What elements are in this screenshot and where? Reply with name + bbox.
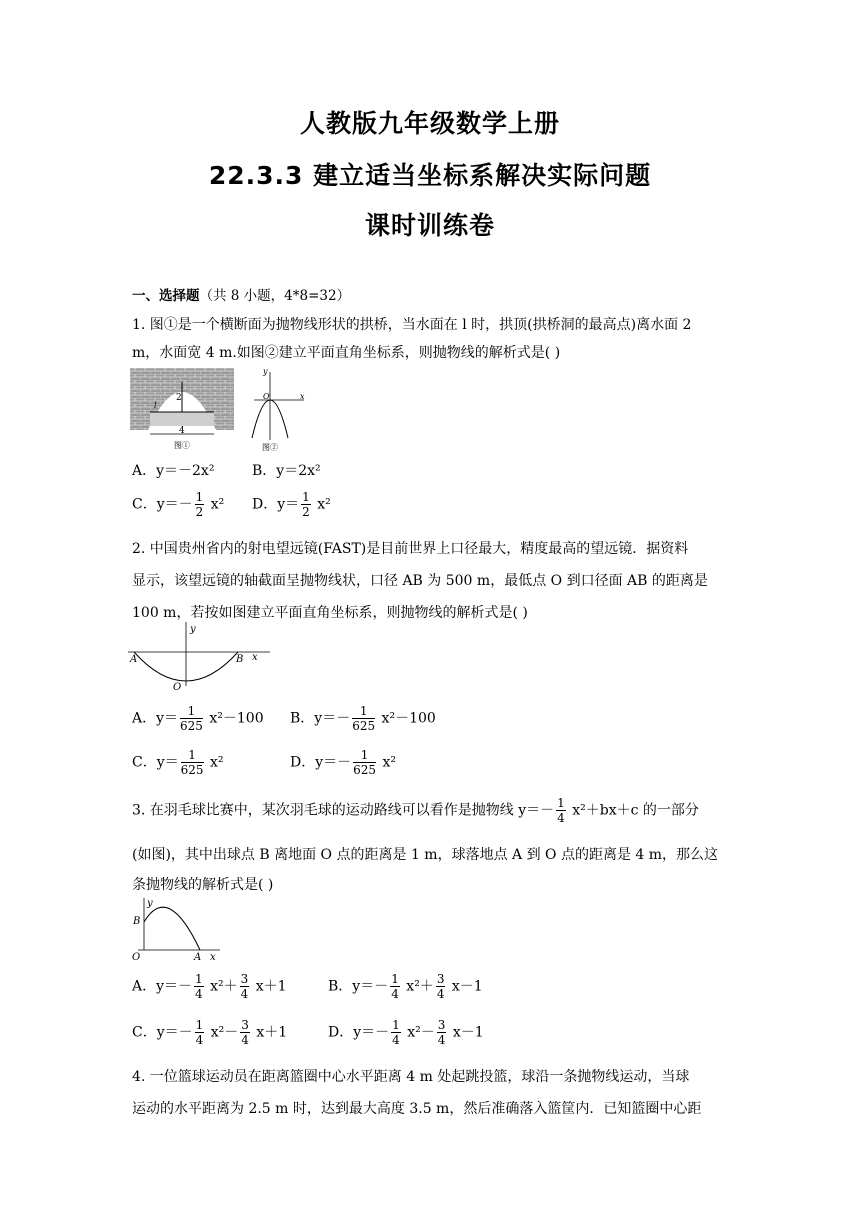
- q1-option-a: A．y＝－2x²: [132, 463, 215, 479]
- fraction-numerator: 3: [436, 972, 445, 986]
- q3-line-3: 条抛物线的解析式是( ): [132, 877, 274, 893]
- q2-option-c-suffix: x²: [205, 754, 224, 771]
- q2-option-a-suffix: x²－100: [204, 710, 264, 727]
- fig-y-label: y: [147, 898, 153, 909]
- fraction-numerator: 1: [181, 748, 204, 763]
- q3-option-d-middle: x²－: [402, 1024, 435, 1041]
- fraction: [195, 490, 205, 519]
- q1-figure-2: [250, 366, 310, 454]
- fig-b-label: B: [236, 654, 244, 665]
- q2-option-b-prefix: B．y＝－: [290, 710, 351, 727]
- fraction-numerator: 1: [392, 1018, 400, 1032]
- q2-option-c-prefix: C．y＝: [132, 754, 179, 771]
- fig1-height-label: 2: [176, 393, 182, 403]
- q3-option-a-prefix: A．y＝－: [132, 978, 193, 995]
- q2-option-a-prefix: A．y＝: [132, 710, 179, 727]
- q3-line-1-suffix: x²＋bx＋c 的一部分: [567, 802, 699, 819]
- fraction-numerator: 1: [353, 748, 376, 763]
- fig-x-label: x: [252, 652, 258, 663]
- q1-option-c: [132, 490, 224, 519]
- fraction-denominator: 4: [436, 987, 445, 1001]
- q4-line-2: 运动的水平距离为 2.5 m 时，达到最大高度 3.5 m，然后准确落入篮筐内．已知篮圈中心距: [132, 1101, 702, 1117]
- fraction: [391, 1018, 401, 1047]
- fraction-numerator: 3: [241, 1018, 249, 1032]
- fraction-numerator: 1: [195, 972, 203, 986]
- q3-line-1: [132, 796, 699, 825]
- q2-option-b: [290, 704, 436, 733]
- section-note: （共 8 小题，4*8=32）: [199, 288, 351, 304]
- q1-option-b: B．y＝2x²: [252, 463, 321, 479]
- fraction-denominator: 4: [241, 1033, 249, 1047]
- fraction-denominator: 625: [180, 763, 204, 777]
- q3-option-c-prefix: C．y＝－: [132, 1024, 193, 1041]
- fraction: [301, 490, 311, 519]
- q2-option-c: [132, 748, 224, 777]
- q3-option-d-prefix: D．y＝－: [328, 1024, 390, 1041]
- q3-option-a-suffix: x＋1: [251, 978, 287, 995]
- section-heading: [132, 284, 350, 304]
- fraction-numerator: 1: [391, 972, 399, 986]
- fraction: [437, 1018, 447, 1047]
- q1-option-d: [252, 490, 331, 519]
- fraction-numerator: 1: [180, 704, 203, 719]
- q1-figure-1: [130, 368, 234, 454]
- fraction: [436, 972, 446, 1001]
- q1-option-d-suffix: x²: [312, 496, 331, 513]
- fraction: [352, 704, 375, 733]
- q3-option-b-middle: x²＋: [401, 978, 434, 995]
- fraction-denominator: 625: [352, 719, 376, 733]
- q3-option-b-suffix: x－1: [447, 978, 483, 995]
- q2-figure: [128, 620, 274, 692]
- q1-line-2: m，水面宽 4 m.如图②建立平面直角坐标系，则抛物线的解析式是( ): [132, 345, 561, 361]
- fig1-l-label: l: [154, 401, 157, 410]
- q2-line-2: 显示，该望远镜的轴截面呈抛物线状，口径 AB 为 500 m，最低点 O 到口径面 AB 的距离是: [132, 573, 708, 589]
- title-line-1: 人教版九年级数学上册: [299, 109, 560, 138]
- fraction: [240, 1018, 250, 1047]
- q1-option-c-suffix: x²: [206, 496, 225, 513]
- fraction: [390, 972, 400, 1001]
- fraction: [353, 748, 376, 777]
- fraction-denominator: 4: [392, 1033, 400, 1047]
- q3-option-c-middle: x²－: [206, 1024, 239, 1041]
- q4-line-1: 4. 一位篮球运动员在距离篮圈中心水平距离 4 m 处起跳投篮，球沿一条抛物线运动，当球: [132, 1069, 690, 1085]
- fraction: [556, 796, 566, 825]
- fraction-denominator: 625: [353, 763, 377, 777]
- fraction: [180, 704, 203, 733]
- fig-x-label: x: [210, 952, 216, 963]
- q3-option-a: [132, 972, 287, 1001]
- fig-origin-label: O: [173, 682, 182, 692]
- fraction-numerator: 1: [195, 490, 204, 504]
- q3-figure: [128, 896, 224, 964]
- water-area: [150, 412, 214, 426]
- fig2-y-label: y: [263, 367, 268, 376]
- parabola-curve: [144, 907, 200, 950]
- q3-option-d-suffix: x－1: [448, 1024, 484, 1041]
- q2-line-3: 100 m，若按如图建立平面直角坐标系，则抛物线的解析式是( ): [132, 605, 528, 621]
- fig-a-label: A: [130, 654, 138, 665]
- fraction: [181, 748, 204, 777]
- q3-line-2: (如图)，其中出球点 B 离地面 O 点的距离是 1 m，球落地点 A 到 O 点的距离是 4 m，那么这: [132, 847, 719, 863]
- fig-y-label: y: [190, 624, 196, 635]
- title-line-3: 课时训练卷: [364, 211, 495, 240]
- fraction-numerator: 1: [195, 1018, 204, 1032]
- fraction-denominator: 4: [195, 987, 203, 1001]
- q3-option-a-middle: x²＋: [205, 978, 238, 995]
- q3-option-c-suffix: x＋1: [251, 1024, 288, 1041]
- fig1-width-label: 4: [179, 426, 185, 436]
- q3-option-d: [328, 1018, 484, 1047]
- fig2-x-label: x: [300, 392, 305, 401]
- title-line-2: 22.3.3 建立适当坐标系解决实际问题: [208, 161, 652, 190]
- fraction-denominator: 2: [302, 505, 310, 519]
- q2-option-d-suffix: x²: [378, 754, 397, 771]
- section-label: 一、选择题: [132, 288, 200, 304]
- fraction-numerator: 3: [437, 1018, 446, 1032]
- q2-line-1: 2. 中国贵州省内的射电望远镜(FAST)是目前世界上口径最大，精度最高的望远镜．据资料: [132, 541, 689, 557]
- fraction: [195, 1018, 205, 1047]
- fraction-numerator: 1: [557, 796, 565, 810]
- fig-b-label: B: [133, 916, 141, 927]
- fig2-origin-label: O: [263, 392, 270, 401]
- q2-option-d-prefix: D．y＝－: [290, 754, 352, 771]
- q3-option-b-prefix: B．y＝－: [328, 978, 389, 995]
- fig-origin-label: O: [132, 952, 141, 963]
- fraction-numerator: 3: [240, 972, 249, 986]
- q2-option-d: [290, 748, 396, 777]
- q3-option-c: [132, 1018, 287, 1047]
- q2-option-b-suffix: x²－100: [377, 710, 436, 727]
- fig1-caption: 图①: [174, 441, 190, 450]
- fraction-denominator: 4: [557, 811, 565, 825]
- q1-line-1: 1. 图①是一个横断面为抛物线形状的拱桥，当水面在 l 时，拱顶(拱桥洞的最高点)离水面 2: [132, 317, 692, 333]
- fig2-caption: 图②: [262, 443, 278, 452]
- fraction-numerator: 1: [302, 490, 310, 504]
- q3-line-1-prefix: 3. 在羽毛球比赛中，某次羽毛球的运动路线可以看作是抛物线 y＝－: [132, 802, 555, 819]
- q2-option-a: [132, 704, 264, 733]
- fraction: [240, 972, 250, 1001]
- fraction-denominator: 4: [240, 987, 249, 1001]
- fraction-denominator: 625: [180, 719, 203, 733]
- fraction-denominator: 4: [195, 1033, 204, 1047]
- q1-option-d-prefix: D．y＝: [252, 496, 300, 513]
- fraction-denominator: 2: [195, 505, 204, 519]
- fraction: [194, 972, 204, 1001]
- fraction-numerator: 1: [352, 704, 375, 719]
- fig-a-label: A: [194, 952, 202, 963]
- q3-option-b: [328, 972, 483, 1001]
- fraction-denominator: 4: [391, 987, 399, 1001]
- q1-option-c-prefix: C．y＝－: [132, 496, 193, 513]
- fraction-denominator: 4: [437, 1033, 446, 1047]
